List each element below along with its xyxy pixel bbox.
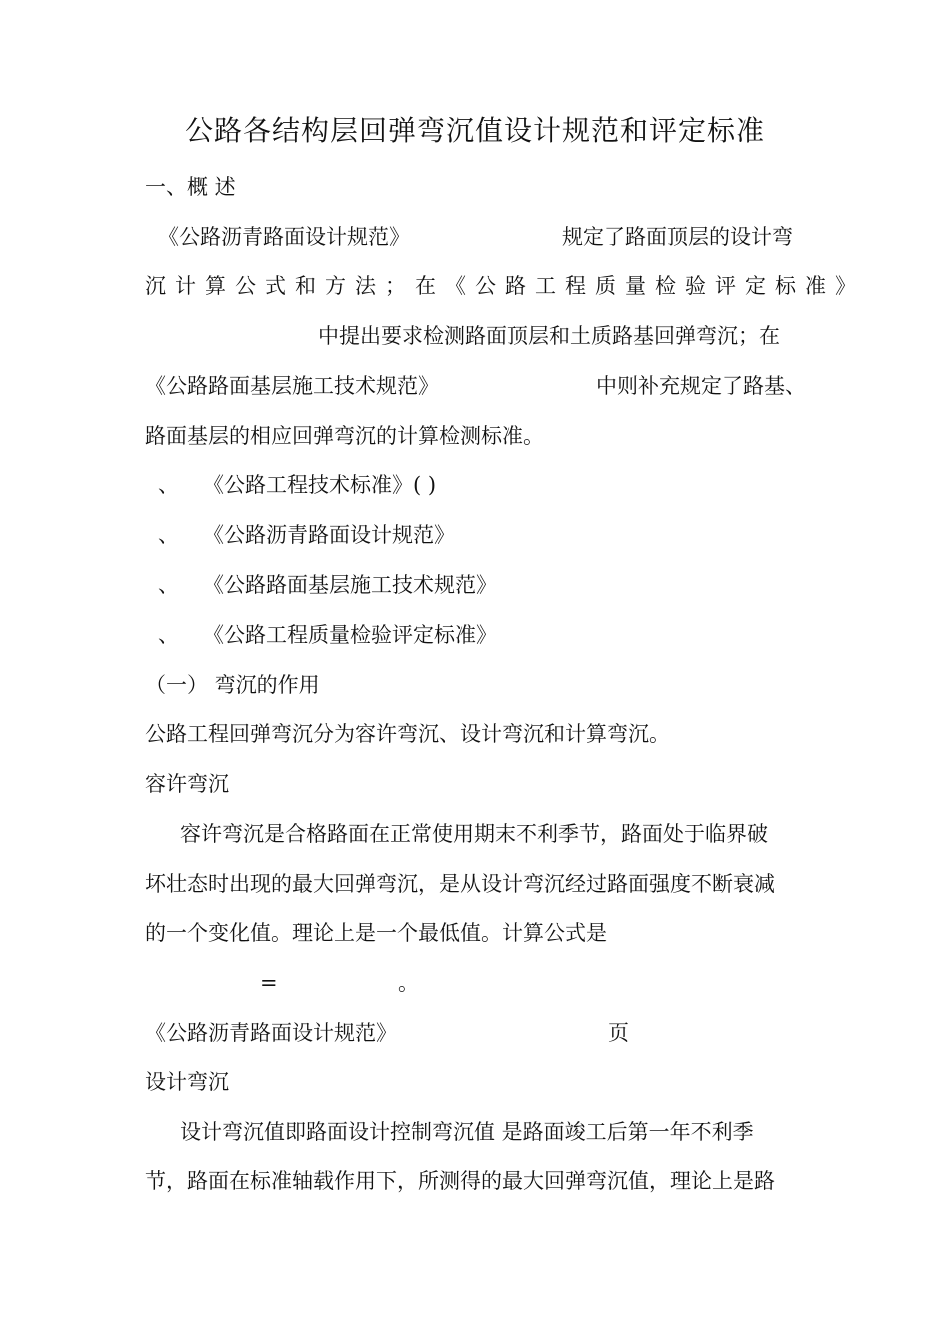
reference-item: 《公路沥青路面设计规范》 [203,523,455,547]
paragraph-1-line-2: 沉计算公式和方法；在《公路工程质量检验评定标准》 [145,274,865,298]
paragraph-3-line-2: 坏壮态时出现的最大回弹弯沉，是从设计弯沉经过路面强度不断衰减 [145,872,775,896]
formula-end: 。 [398,971,419,995]
heading-allowable-deflection: 容许弯沉 [145,772,229,796]
reference-mark: 、 [158,523,179,547]
paragraph-1-line-1-text: 规定了路面顶层的设计弯 [562,225,793,249]
paragraph-1-line-4-text: 中则补充规定了路基、 [596,374,806,398]
paragraph-1-line-1-ref: 《公路沥青路面设计规范》 [158,225,410,249]
reference-mark: 、 [158,473,179,497]
paragraph-3-line-3: 的一个变化值。理论上是一个最低值。计算公式是 [145,921,607,945]
reference-mark: 、 [158,623,179,647]
reference-item: 《公路路面基层施工技术规范》 [203,573,497,597]
paragraph-2: 公路工程回弹弯沉分为容许弯沉、设计弯沉和计算弯沉。 [145,722,670,746]
source-page: 页 [608,1021,629,1045]
paragraph-3-line-1: 容许弯沉是合格路面在正常使用期末不利季节，路面处于临界破 [180,822,768,846]
subsection-heading-deflection-role: （一） 弯沉的作用 [145,673,320,697]
reference-item: 《公路工程技术标准》( ) [203,473,437,497]
reference-mark: 、 [158,573,179,597]
source-reference: 《公路沥青路面设计规范》 [145,1021,397,1045]
reference-item: 《公路工程质量检验评定标准》 [203,623,497,647]
formula-equals: = [260,971,278,995]
paragraph-1-line-5: 路面基层的相应回弹弯沉的计算检测标准。 [145,424,544,448]
paragraph-4-line-2: 节，路面在标准轴载作用下，所测得的最大回弹弯沉值，理论上是路 [145,1169,775,1193]
paragraph-1-line-3: 中提出要求检测路面顶层和土质路基回弹弯沉；在 [318,324,780,348]
paragraph-1-line-4-ref: 《公路路面基层施工技术规范》 [145,374,439,398]
paragraph-4-line-1: 设计弯沉值即路面设计控制弯沉值 是路面竣工后第一年不利季 [180,1120,754,1144]
heading-design-deflection: 设计弯沉 [145,1070,229,1094]
document-title: 公路各结构层回弹弯沉值设计规范和评定标准 [184,114,765,147]
section-heading-overview: 一、概 述 [145,175,236,199]
